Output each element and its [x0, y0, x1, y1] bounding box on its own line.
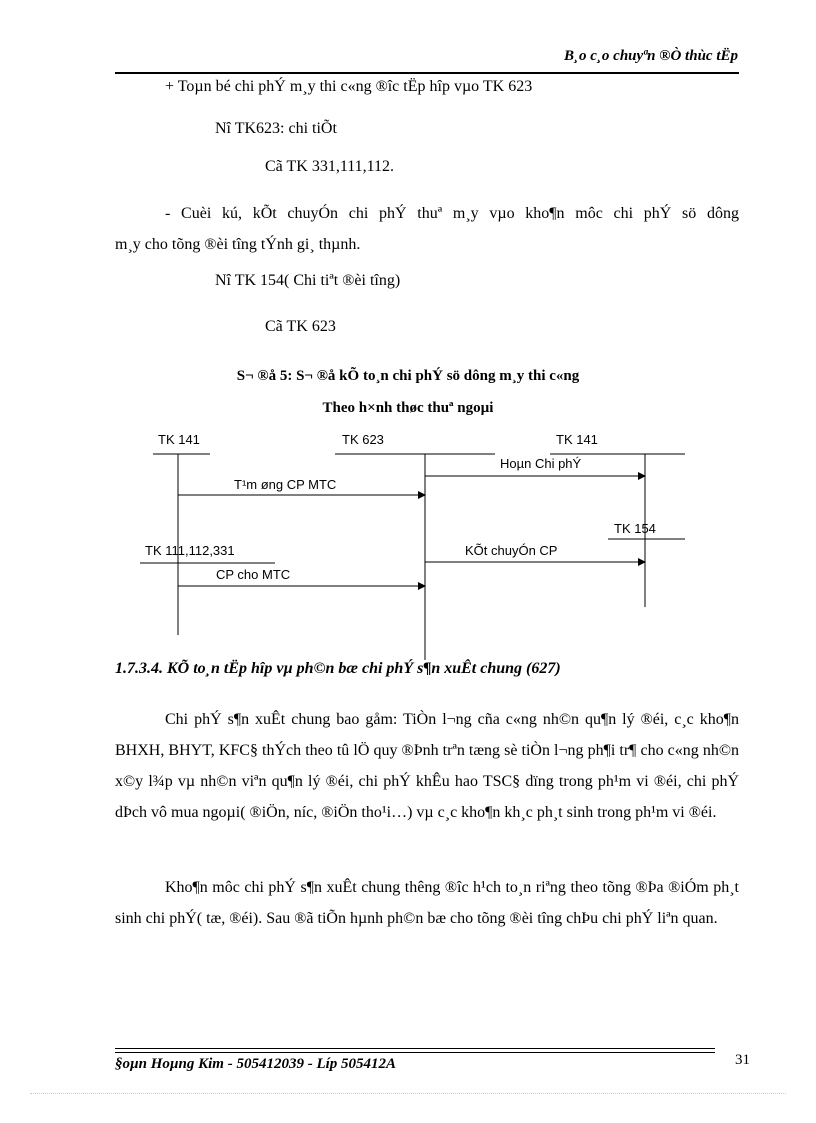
body-line-total-cost: + Toµn bé chi phÝ m¸y thi c«ng ®îc tËp hîp vµo TK 623 — [165, 78, 533, 95]
account-label-tk111: TK 111,112,331 — [145, 543, 235, 558]
footer-author: §oµn Hoµng Kim - 505412039 - Líp 505412A — [115, 1056, 397, 1072]
body-line-credit-623: Cã TK 623 — [265, 318, 336, 335]
body-line-credit-331: Cã TK 331,111,112. — [265, 158, 395, 175]
header-rule — [115, 72, 739, 74]
arrow-label-pay: CP cho MTC — [216, 567, 291, 582]
body-line-debit-623: Nî TK623: chi tiÕt — [215, 120, 337, 137]
page-bottom-divider — [30, 1093, 786, 1094]
body-paragraph-period-end-line1: - Cuèi kú, kÕt chuyÓn chi phÝ thuª m¸y vµo kho¶n môc chi phÝ sö dông — [165, 205, 739, 222]
diagram-title: S¬ ®å 5: S¬ ®å kÕ to¸n chi phÝ sö dông m¸y thi c«ng — [236, 368, 580, 384]
section-heading: 1.7.3.4. KÕ to¸n tËp hîp vµ ph©n bæ chi phÝ s¶n xuÊt chung (627) — [115, 660, 561, 677]
body-line-debit-154: Nî TK 154( Chi tiªt ®èi tîng) — [215, 272, 401, 289]
arrow-label-transfer: KÕt chuyÓn CP — [465, 543, 558, 558]
arrow-label-advance: T¹m øng CP MTC — [234, 477, 337, 492]
account-label-tk154: TK 154 — [614, 521, 656, 536]
diagram-subtitle: Theo h×nh thøc thuª ngoµi — [322, 400, 494, 416]
page-number: 31 — [735, 1052, 750, 1068]
footer-rule-secondary — [115, 1052, 715, 1053]
arrow-label-refund: Hoµn Chi phÝ — [500, 456, 582, 471]
accounting-flow-diagram — [0, 425, 816, 660]
section-paragraph-overhead-allocation: Kho¶n môc chi phÝ s¶n xuÊt chung thêng ®îc h¹ch to¸n riªng theo tõng ®Þa ®iÓm ph¸t sinh chi phÝ( tæ, ®éi). Sau ®ã tiÕn hµnh ph©n bæ cho tõng ®èi tîng chÞu chi phÝ liªn quan. — [115, 879, 739, 927]
report-header-title: B¸o c¸o chuyªn ®Ò thùc tËp — [564, 48, 738, 64]
account-label-tk623: TK 623 — [342, 432, 384, 447]
footer-rule — [115, 1048, 715, 1049]
account-label-tk141-left: TK 141 — [158, 432, 200, 447]
section-paragraph-overhead-components: Chi phÝ s¶n xuÊt chung bao gåm: TiÒn l¬ng cña c«ng nh©n qu¶n lý ®éi, c¸c kho¶n BHXH, BHYT, KFC§ thÝch theo tû lÖ quy ®Þnh trªn tæng sè tiÒn l¬ng ph¶i tr¶ cho c«ng nh©n x©y l¾p vµ nh©n viªn qu¶n lý ®éi, chi phÝ khÊu hao TSC§ dïng trong ph¹m vi ®éi, chi phÝ dÞch vô mua ngoµi( ®iÖn, níc, ®iÖn tho¹i…) vµ c¸c kho¶n kh¸c ph¸t sinh trong ph¹m vi ®éi. — [115, 711, 739, 821]
body-paragraph-period-end-line2: m¸y cho tõng ®èi tîng tÝnh gi¸ thµnh. — [115, 236, 361, 253]
account-label-tk141-right: TK 141 — [556, 432, 598, 447]
